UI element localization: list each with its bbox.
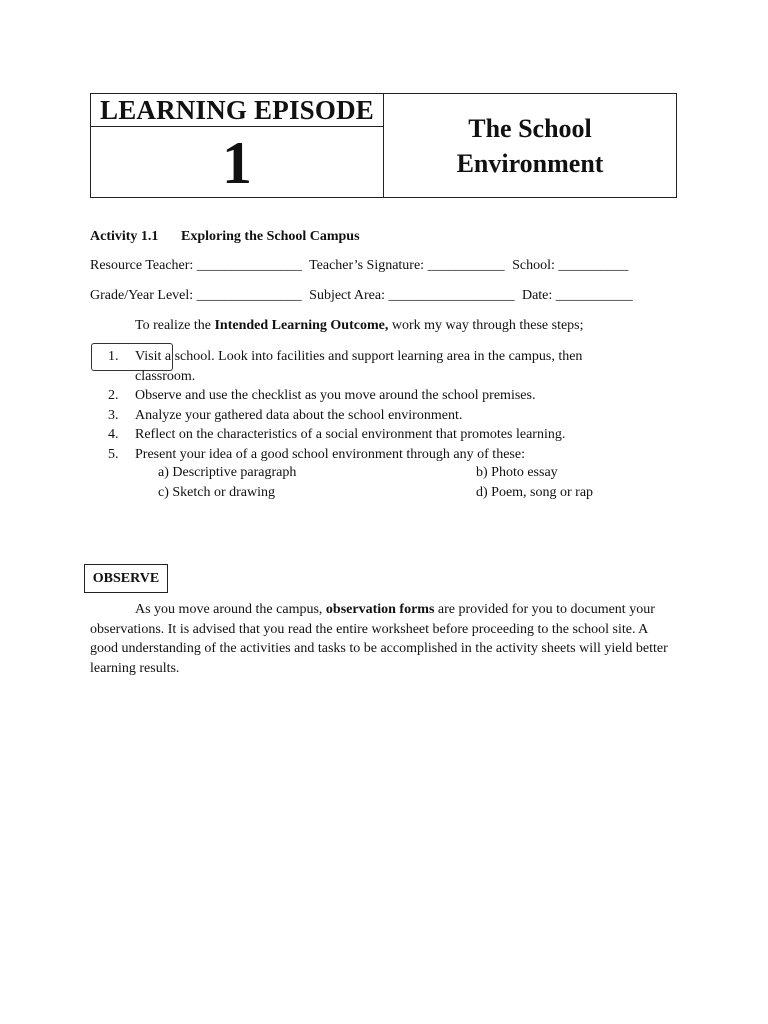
intro-prefix: To realize the: [135, 318, 215, 333]
list-item: [108, 347, 628, 386]
step-text: Present your idea of a good school environment through any of these:: [135, 446, 525, 462]
fields-row-2: [90, 288, 637, 304]
step-text: Visit a school. Look into facilities and support learning area in the campus, then classroom.: [135, 349, 583, 384]
activity-title: [90, 229, 360, 245]
field-subject-area: Subject Area: __________________: [309, 288, 515, 303]
intro-text: [135, 318, 584, 334]
options-row-1: [158, 463, 628, 483]
intro-suffix: work my way through these steps;: [388, 318, 584, 333]
observe-para-suffix: are provided for you to document your observations. It is advised that you read the entire worksheet before proceeding to the school site. A good understanding of the activities and tasks to be accomplished in the activity sheets will yield better learning results.: [90, 602, 668, 676]
episode-title-line1: The School: [468, 113, 592, 143]
step-text: Analyze your gathered data about the school environment.: [135, 407, 463, 423]
field-resource-teacher: Resource Teacher: _______________: [90, 258, 302, 273]
observe-para-prefix: As you move around the campus,: [135, 602, 326, 617]
step-text: Observe and use the checklist as you move around the school premises.: [135, 388, 536, 403]
episode-title: [384, 94, 676, 197]
field-date: Date: ___________: [521, 288, 633, 303]
field-school: School: __________: [512, 258, 629, 273]
list-item: [108, 386, 628, 406]
step-number: 1.: [108, 349, 119, 364]
step-number: 5.: [108, 446, 119, 462]
list-item: [108, 425, 628, 445]
episode-number: 1: [222, 130, 252, 196]
list-item: [108, 406, 628, 426]
episode-label: LEARNING EPISODE: [91, 94, 383, 127]
episode-cell: [91, 94, 384, 197]
activity-name: Exploring the School Campus: [181, 229, 360, 244]
step-number: 2.: [108, 388, 119, 403]
steps-list: [108, 347, 628, 464]
field-teacher-signature: Teacher’s Signature: ___________: [309, 258, 505, 273]
step-number: 4.: [108, 427, 119, 442]
fields-row-1: [90, 258, 632, 274]
list-item: [108, 445, 628, 465]
observe-heading: OBSERVE: [84, 564, 168, 593]
field-grade-year-level: Grade/Year Level: _______________: [90, 288, 302, 303]
options-row-2: [158, 483, 628, 503]
episode-title-line2: Environment: [456, 148, 604, 178]
option-b: b) Photo essay: [476, 465, 558, 480]
intro-bold: Intended Learning Outcome,: [214, 318, 389, 333]
option-a: a) Descriptive paragraph: [158, 465, 297, 480]
option-d: d) Poem, song or rap: [476, 484, 594, 500]
step-text: Reflect on the characteristics of a social environment that promotes learning.: [135, 427, 566, 442]
observe-para-bold: observation forms: [325, 602, 435, 617]
observe-paragraph: [90, 600, 670, 678]
activity-code: Activity 1.1: [90, 229, 159, 244]
presentation-options: [158, 463, 628, 502]
option-c: c) Sketch or drawing: [158, 484, 276, 500]
step-number: 3.: [108, 407, 119, 423]
episode-header: [90, 93, 677, 198]
